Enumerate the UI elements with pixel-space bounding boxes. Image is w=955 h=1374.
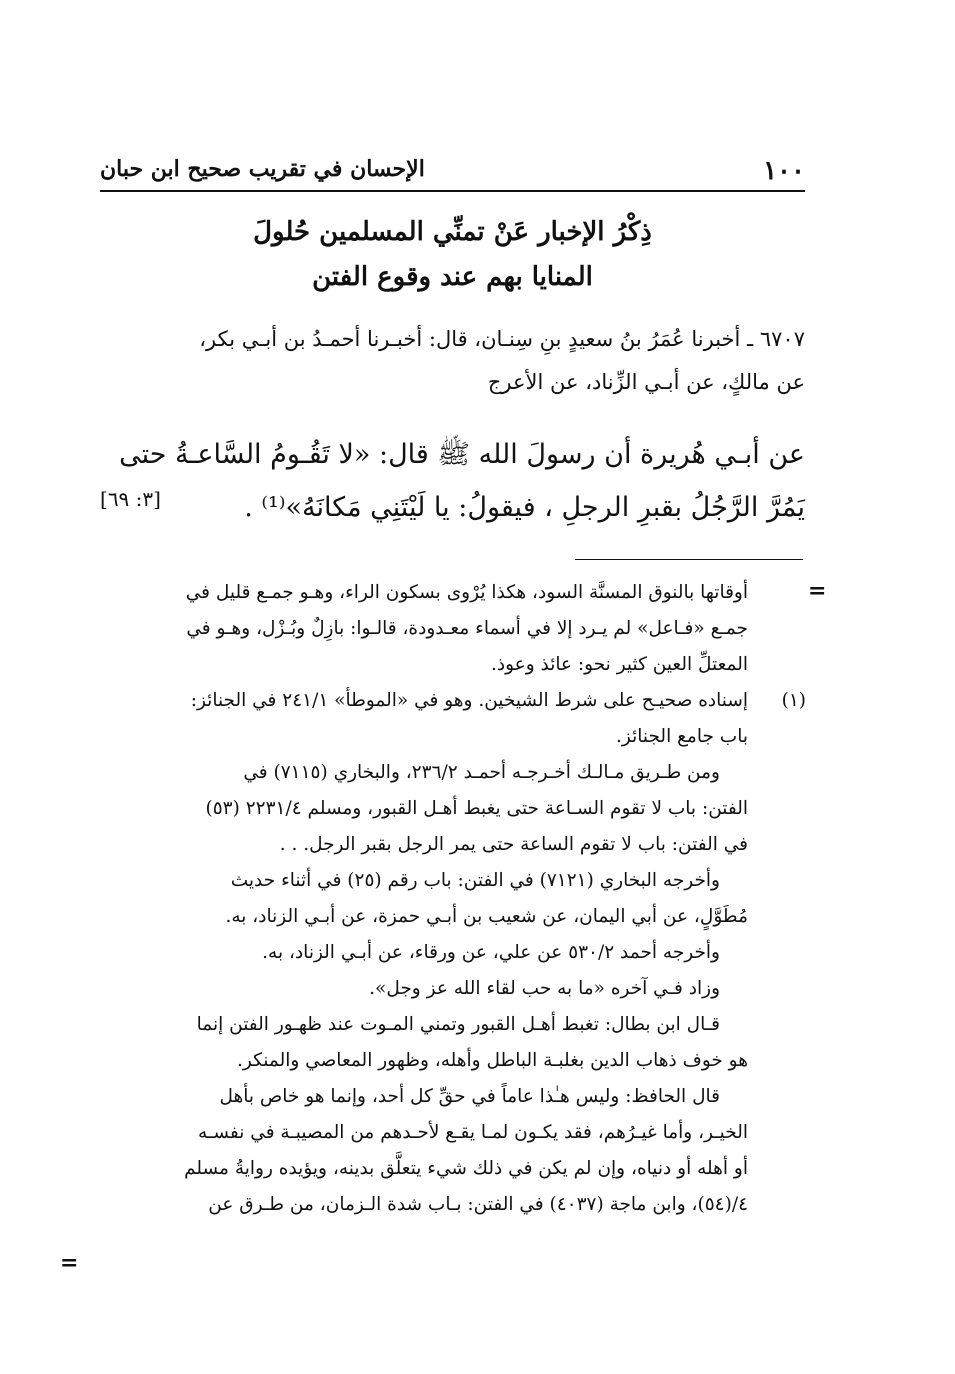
- footnote-paragraph: [108, 971, 748, 1007]
- footnote-line: الخيـر، وأما غيـرُهم، فقد يكـون لمـا يقـع لأحـدهم من المصيبـة في نفسـه: [198, 1122, 748, 1143]
- section-title-line-2: المنايا بهم عند وقوع الفتن: [312, 262, 593, 292]
- footnote-1: [108, 683, 806, 755]
- matn-line-2: يَمُرَّ الرَّجُلُ بقبرِ الرجلِ ، فيقولُ: يا لَيْتَنِي مَكانَهُ»⁽¹⁾ .: [244, 492, 805, 523]
- page-number: ١٠٠: [763, 156, 805, 186]
- footnote-paragraph: [108, 935, 748, 971]
- footnote-carryover: [108, 575, 748, 683]
- footnote-line: أو أهله أو دنياه، وإن لم يكن في ذلك شيء يتعلَّق بدينه، ويؤيده روايةُ مسلم: [184, 1158, 748, 1179]
- hadith-reference: [٣: ٦٩]: [100, 487, 161, 511]
- hadith-matn: [100, 428, 805, 534]
- footnote-line: إسناده صحيـح على شرط الشيخين. وهو في «الموطأ» ٢٤١/١ في الجنائز:: [190, 690, 748, 711]
- continuation-mark-top: =: [808, 578, 827, 604]
- footnotes: [108, 575, 806, 1223]
- footnote-1-number: (١): [781, 690, 806, 711]
- footnote-line: المعتلِّ العين كثير نحو: عائذ وعوذ.: [490, 654, 748, 675]
- hadith-isnad: [100, 318, 805, 404]
- footnote-paragraph: [108, 863, 748, 935]
- continuation-mark-bottom: =: [60, 1250, 79, 1276]
- footnote-line: الفتن: باب لا تقوم السـاعة حتى يغبط أهـل القبور، ومسلم ٢٢٣١/٤ (٥٣): [205, 798, 748, 819]
- footnote-paragraph: [108, 1079, 748, 1223]
- footnote-paragraph: [108, 1007, 748, 1079]
- footnote-line: وأخرجه أحمد ٥٣٠/٢ عن علي، عن ورقاء، عن أبـي الزناد، به.: [262, 942, 720, 963]
- footnote-line: وزاد فـي آخره «ما به حب لقاء الله عز وجل».: [369, 978, 720, 999]
- footnote-line: باب جامع الجنائز.: [616, 726, 748, 747]
- isnad-line-1: ٦٧٠٧ ـ أخبرنا عُمَرُ بنُ سعيدٍ بنِ سِنـان، قال: أخبـرنا أحمـدُ بن أبـي بكر،: [199, 327, 805, 351]
- footnote-line: وأخرجه البخاري (٧١٢١) في الفتن: باب رقم (٢٥) في أثناء حديث: [230, 870, 720, 891]
- footnote-line: ومن طـريق مـالـك أخـرجـه أحمـد ٢٣٦/٢، والبخاري (٧١١٥) في: [243, 762, 720, 783]
- footnote-line: في الفتن: باب لا تقوم الساعة حتى يمر الرجل بقبر الرجل. . .: [279, 834, 748, 855]
- page-header: [100, 150, 805, 190]
- matn-line-1: عن أبـي هُريرة أن رسولَ الله ﷺ قال: «لا تَقُـومُ السَّاعـةُ حتى: [119, 439, 805, 470]
- footnote-line: جمـع «فـاعل» لم يـرد إلا في أسماء معـدودة، قالـوا: بازِلٌ وبُـزْل، وهـو في: [186, 618, 748, 639]
- footnote-line: قـال ابن بطال: تغبط أهـل القبور وتمني المـوت عند ظهـور الفتن إنما: [196, 1014, 720, 1035]
- footnote-line: أوقاتها بالنوق المسنَّة السود، هكذا يُرْوى بسكون الراء، وهـو جمـع قليل في: [185, 582, 748, 603]
- footnote-line: مُطَوَّلٍ، عن أبي اليمان، عن شعيب بن أبـي حمزة، عن أبـي الزناد، به.: [225, 906, 748, 927]
- footnote-divider: [575, 559, 803, 560]
- section-title: [100, 210, 805, 300]
- footnote-line: هو خوف ذهاب الدين بغلبـة الباطل وأهله، وظهور المعاصي والمنكر.: [237, 1050, 748, 1071]
- footnote-line: قال الحافظ: وليس هـٰذا عاماً في حقِّ كل أحد، وإنما هو خاص بأهل: [219, 1086, 720, 1107]
- section-title-line-1: ذِكْرُ الإخبار عَنْ تمنِّي المسلمين حُلولَ: [253, 217, 652, 247]
- footnote-line: ٤/(٥٤)، وابن ماجة (٤٠٣٧) في الفتن: بـاب شدة الـزمان، من طـرق عن: [208, 1194, 748, 1215]
- header-divider: [100, 190, 805, 192]
- footnote-paragraph: [108, 755, 748, 863]
- isnad-line-2: عن مالكٍ، عن أبـي الزِّناد، عن الأعرج: [487, 370, 805, 394]
- running-title: الإحسان في تقريب صحيح ابن حبان: [100, 156, 425, 182]
